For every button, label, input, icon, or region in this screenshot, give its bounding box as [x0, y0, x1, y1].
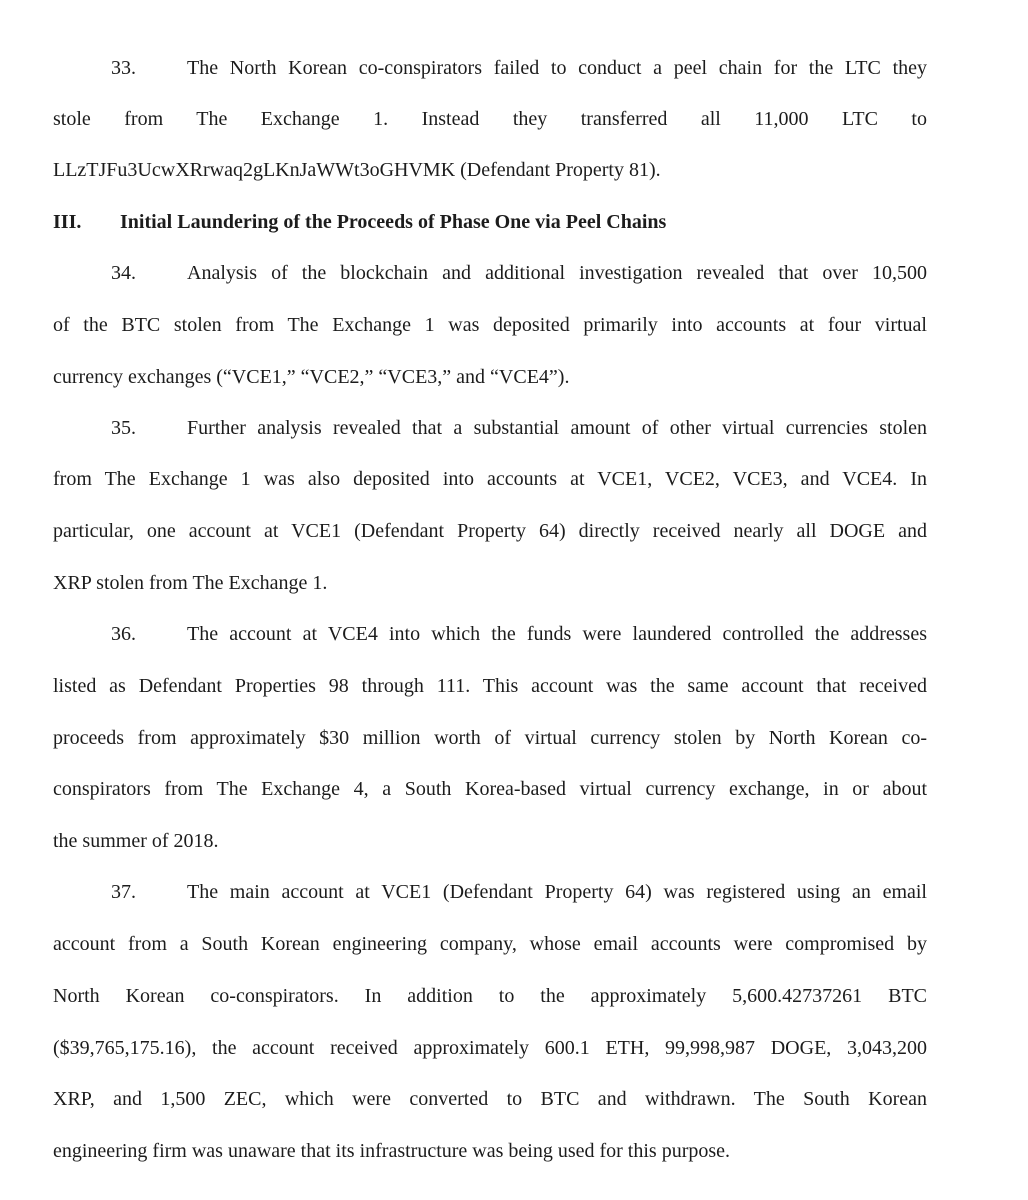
paragraph-text: Analysis of the blockchain and additional investigation revealed that over 10,500 [187, 262, 927, 284]
section-heading-title: Initial Laundering of the Proceeds of Phase One via Peel Chains [120, 211, 667, 233]
paragraph-number: 34. [111, 262, 136, 284]
paragraph-37-line-2: account from a South Korean engineering company, whose email accounts were compromised by [53, 933, 927, 955]
paragraph-number: 33. [111, 57, 136, 79]
paragraph-35-line-4: XRP stolen from The Exchange 1. [53, 572, 328, 594]
paragraph-35-line-1 [111, 415, 927, 441]
paragraph-37-line-4: ($39,765,175.16), the account received approximately 600.1 ETH, 99,998,987 DOGE, 3,043,200 [53, 1037, 927, 1059]
paragraph-number: 36. [111, 623, 136, 645]
paragraph-33-line-1 [111, 55, 927, 81]
paragraph-text: The North Korean co-conspirators failed to conduct a peel chain for the LTC they [187, 57, 927, 79]
paragraph-number: 37. [111, 881, 136, 903]
paragraph-33-line-2: stole from The Exchange 1. Instead they transferred all 11,000 LTC to [53, 108, 927, 130]
paragraph-33-line-3: LLzTJFu3UcwXRrwaq2gLKnJaWWt3oGHVMK (Defendant Property 81). [53, 159, 661, 181]
paragraph-34-line-1 [111, 260, 927, 286]
paragraph-36-line-5: the summer of 2018. [53, 830, 219, 852]
section-heading-number: III. [53, 211, 82, 233]
section-heading [53, 209, 927, 235]
paragraph-37-line-5: XRP, and 1,500 ZEC, which were converted to BTC and withdrawn. The South Korean [53, 1088, 927, 1110]
paragraph-text: Further analysis revealed that a substantial amount of other virtual currencies stolen [187, 417, 927, 439]
paragraph-36-line-1 [111, 621, 927, 647]
paragraph-text: The main account at VCE1 (Defendant Property 64) was registered using an email [187, 881, 927, 903]
paragraph-35-line-2: from The Exchange 1 was also deposited into accounts at VCE1, VCE2, VCE3, and VCE4. In [53, 468, 927, 490]
paragraph-36-line-3: proceeds from approximately $30 million worth of virtual currency stolen by North Korean co- [53, 727, 927, 749]
paragraph-34-line-2: of the BTC stolen from The Exchange 1 was deposited primarily into accounts at four virtual [53, 314, 927, 336]
paragraph-34-line-3: currency exchanges (“VCE1,” “VCE2,” “VCE3,” and “VCE4”). [53, 366, 570, 388]
paragraph-36-line-4: conspirators from The Exchange 4, a South Korea-based virtual currency exchange, in or about [53, 778, 927, 800]
paragraph-number: 35. [111, 417, 136, 439]
paragraph-35-line-3: particular, one account at VCE1 (Defendant Property 64) directly received nearly all DOGE and [53, 520, 927, 542]
paragraph-text: The account at VCE4 into which the funds were laundered controlled the addresses [187, 623, 927, 645]
paragraph-37-line-3: North Korean co-conspirators. In addition to the approximately 5,600.42737261 BTC [53, 985, 927, 1007]
paragraph-37-line-6: engineering firm was unaware that its infrastructure was being used for this purpose. [53, 1140, 731, 1162]
paragraph-36-line-2: listed as Defendant Properties 98 through 111. This account was the same account that received [53, 675, 927, 697]
paragraph-37-line-1 [111, 879, 927, 905]
